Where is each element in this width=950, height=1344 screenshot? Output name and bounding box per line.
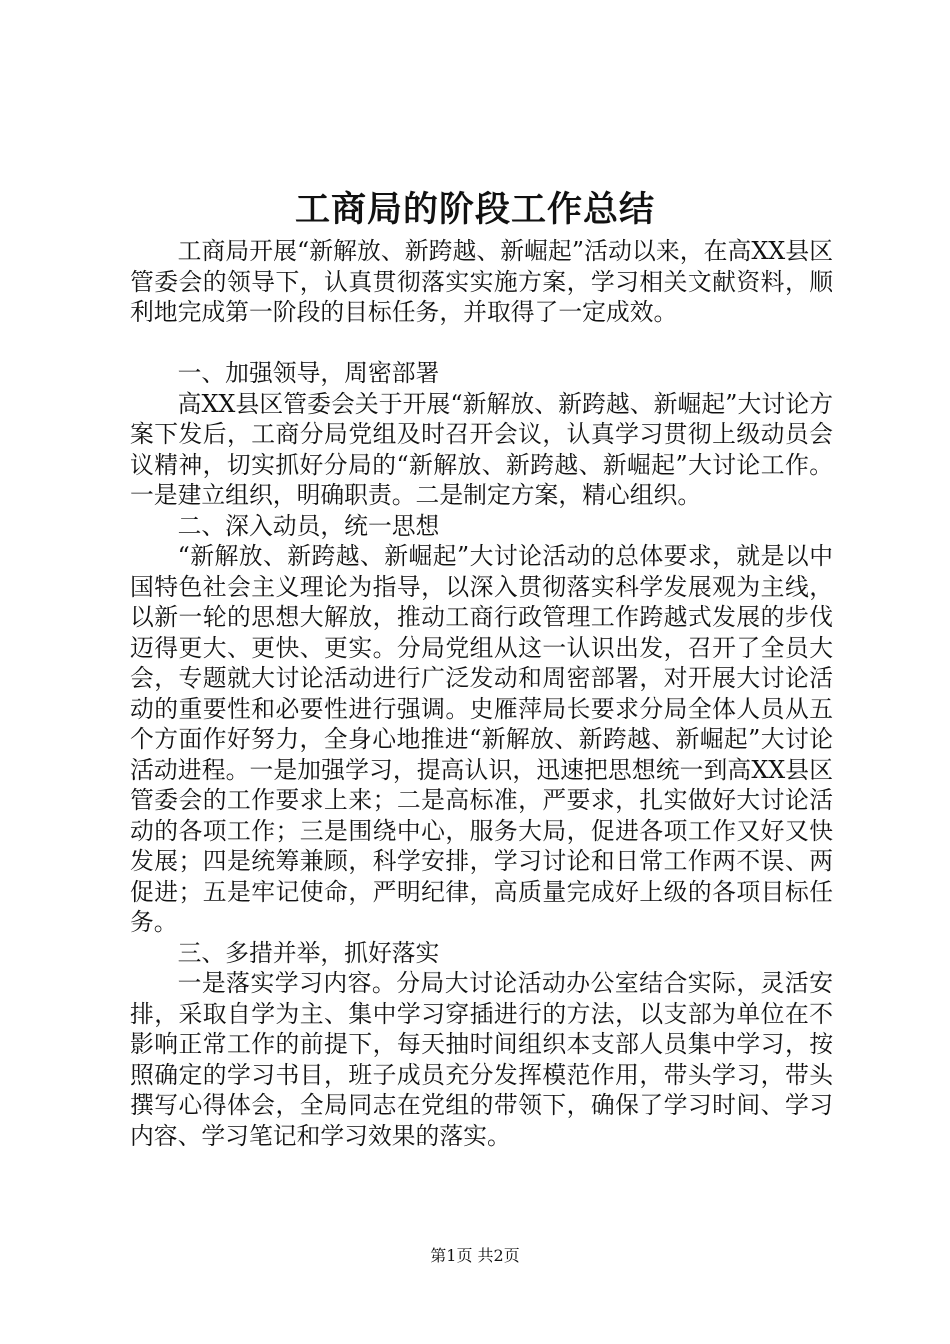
document-body [130, 236, 833, 1151]
section-heading-1: 一、加强领导，周密部署 [177, 359, 440, 387]
section-body-1: 高XX县区管委会关于开展“新解放、新跨越、新崛起”大讨论方案下发后，工商分局党组及时召开会议，认真学习贯彻上级动员会议精神，切实抓好分局的“新解放、新跨越、新崛起”大讨论工作。一是建立组织，明确职责。二是制定方案，精心组织。 [130, 389, 833, 509]
paragraph-spacer [130, 328, 833, 359]
section-heading-2: 二、深入动员，统一思想 [177, 511, 440, 540]
intro-paragraph: 工商局开展“新解放、新跨越、新崛起”活动以来，在高XX县区管委会的领导下，认真贯彻落实实施方案，学习相关文献资料，顺利地完成第一阶段的目标任务，并取得了一定成效。 [130, 237, 833, 326]
section-heading-3: 三、多措并举，抓好落实 [177, 938, 440, 967]
page-number-footer: 第1页 共2页 [430, 1246, 520, 1265]
document-title: 工商局的阶段工作总结 [294, 189, 655, 230]
section-body-2: “新解放、新跨越、新崛起”大讨论活动的总体要求，就是以中国特色社会主义理论为指导，以深入贯彻落实科学发展观为主线，以新一轮的思想大解放，推动工商行政管理工作跨越式发展的步伐迈得更大、更快、更实。分局党组从这一认识出发，召开了全员大会，专题就大讨论活动进行广泛发动和周密部署，对开展大讨论活动的重要性和必要性进行强调。史雁萍局长要求分局全体人员从五个方面作好努力，全身心地推进“新解放、新跨越、新崛起”大讨论活动进程。一是加强学习，提高认识，迅速把思想统一到高XX县区管委会的工作要求上来；二是高标准，严要求，扎实做好大讨论活动的各项工作；三是围绕中心，服务大局，促进各项工作又好又快发展；四是统筹兼顾，科学安排，学习讨论和日常工作两不误、两促进；五是牢记使命，严明纪律，高质量完成好上级的各项目标任务。 [130, 542, 833, 936]
section-body-3: 一是落实学习内容。分局大讨论活动办公室结合实际，灵活安排，采取自学为主、集中学习穿插进行的方法，以支部为单位在不影响正常工作的前提下，每天抽时间组织本支部人员集中学习，按照确定的学习书目，班子成员充分发挥模范作用，带头学习，带头撰写心得体会，全局同志在党组的带领下，确保了学习时间、学习内容、学习笔记和学习效果的落实。 [130, 969, 833, 1150]
